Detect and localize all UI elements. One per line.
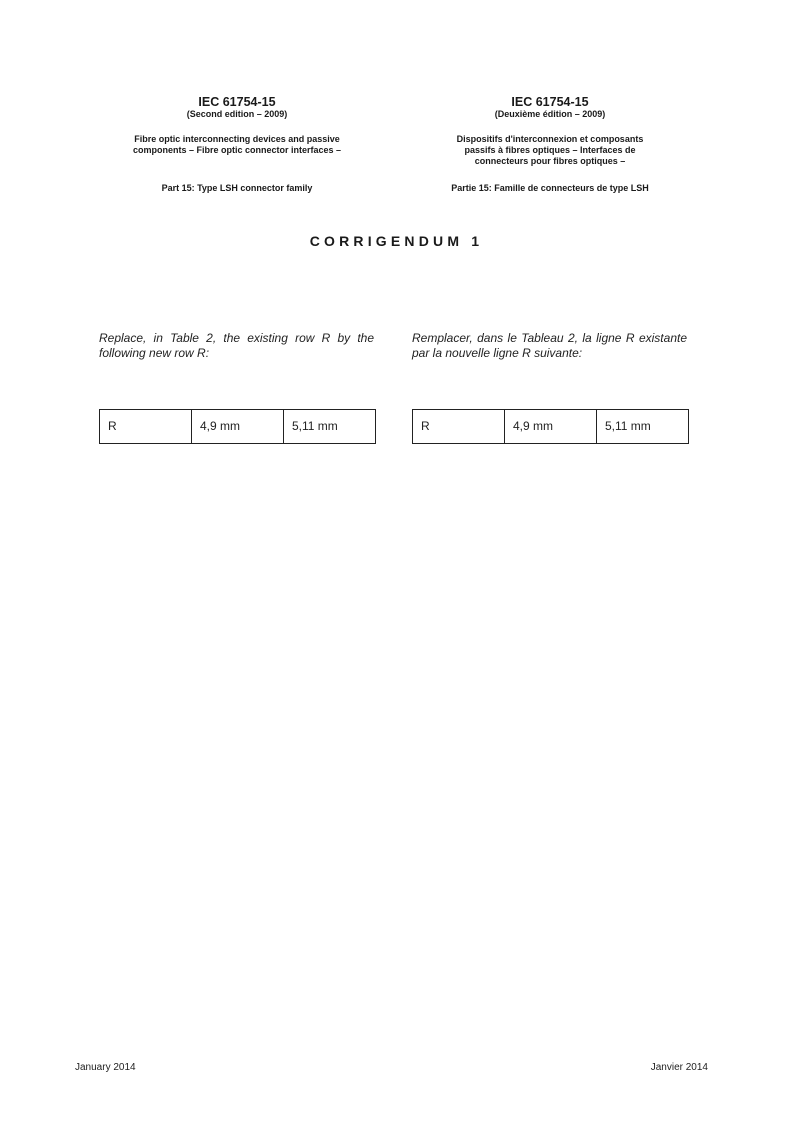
replacement-row-table-fr [412,409,689,444]
standard-number-fr: IEC 61754-15 [511,95,589,109]
table-cell-value: 5,11 mm [597,410,689,444]
part-fr: Partie 15: Famille de connecteurs de type LSH [451,183,649,193]
table-cell-value: 5,11 mm [284,410,376,444]
table-cell-value: 4,9 mm [192,410,284,444]
instruction-en: Replace, in Table 2, the existing row R by the following new row R: [99,331,374,360]
corrigendum-title: CORRIGENDUM 1 [309,233,484,249]
replacement-row-table-en [99,409,376,444]
title-fr-line1: Dispositifs d'interconnexion et composants [456,134,644,144]
title-fr [401,134,699,167]
instruction-fr: Remplacer, dans le Tableau 2, la ligne R existante par la nouvelle ligne R suivante: [412,331,687,360]
footer-date-fr: Janvier 2014 [650,1062,708,1073]
title-en-line2: components – Fibre optic connector interfaces – [132,145,342,155]
table-row [413,410,689,444]
title-en [88,134,386,156]
standard-number-en: IEC 61754-15 [198,95,276,109]
table-cell-label: R [100,410,192,444]
footer-date-en: January 2014 [75,1062,136,1073]
french-header [401,0,699,200]
title-fr-line2: passifs à fibres optiques – Interfaces de [464,145,636,155]
title-en-line1: Fibre optic interconnecting devices and passive [134,134,340,144]
table-cell-value: 4,9 mm [505,410,597,444]
table-row [100,410,376,444]
part-en: Part 15: Type LSH connector family [161,183,313,193]
table-cell-label: R [413,410,505,444]
edition-en: (Second edition – 2009) [186,109,288,119]
english-header [88,0,386,200]
edition-fr: (Deuxième édition – 2009) [494,109,606,119]
title-fr-line3: connecteurs pour fibres optiques – [474,156,626,166]
